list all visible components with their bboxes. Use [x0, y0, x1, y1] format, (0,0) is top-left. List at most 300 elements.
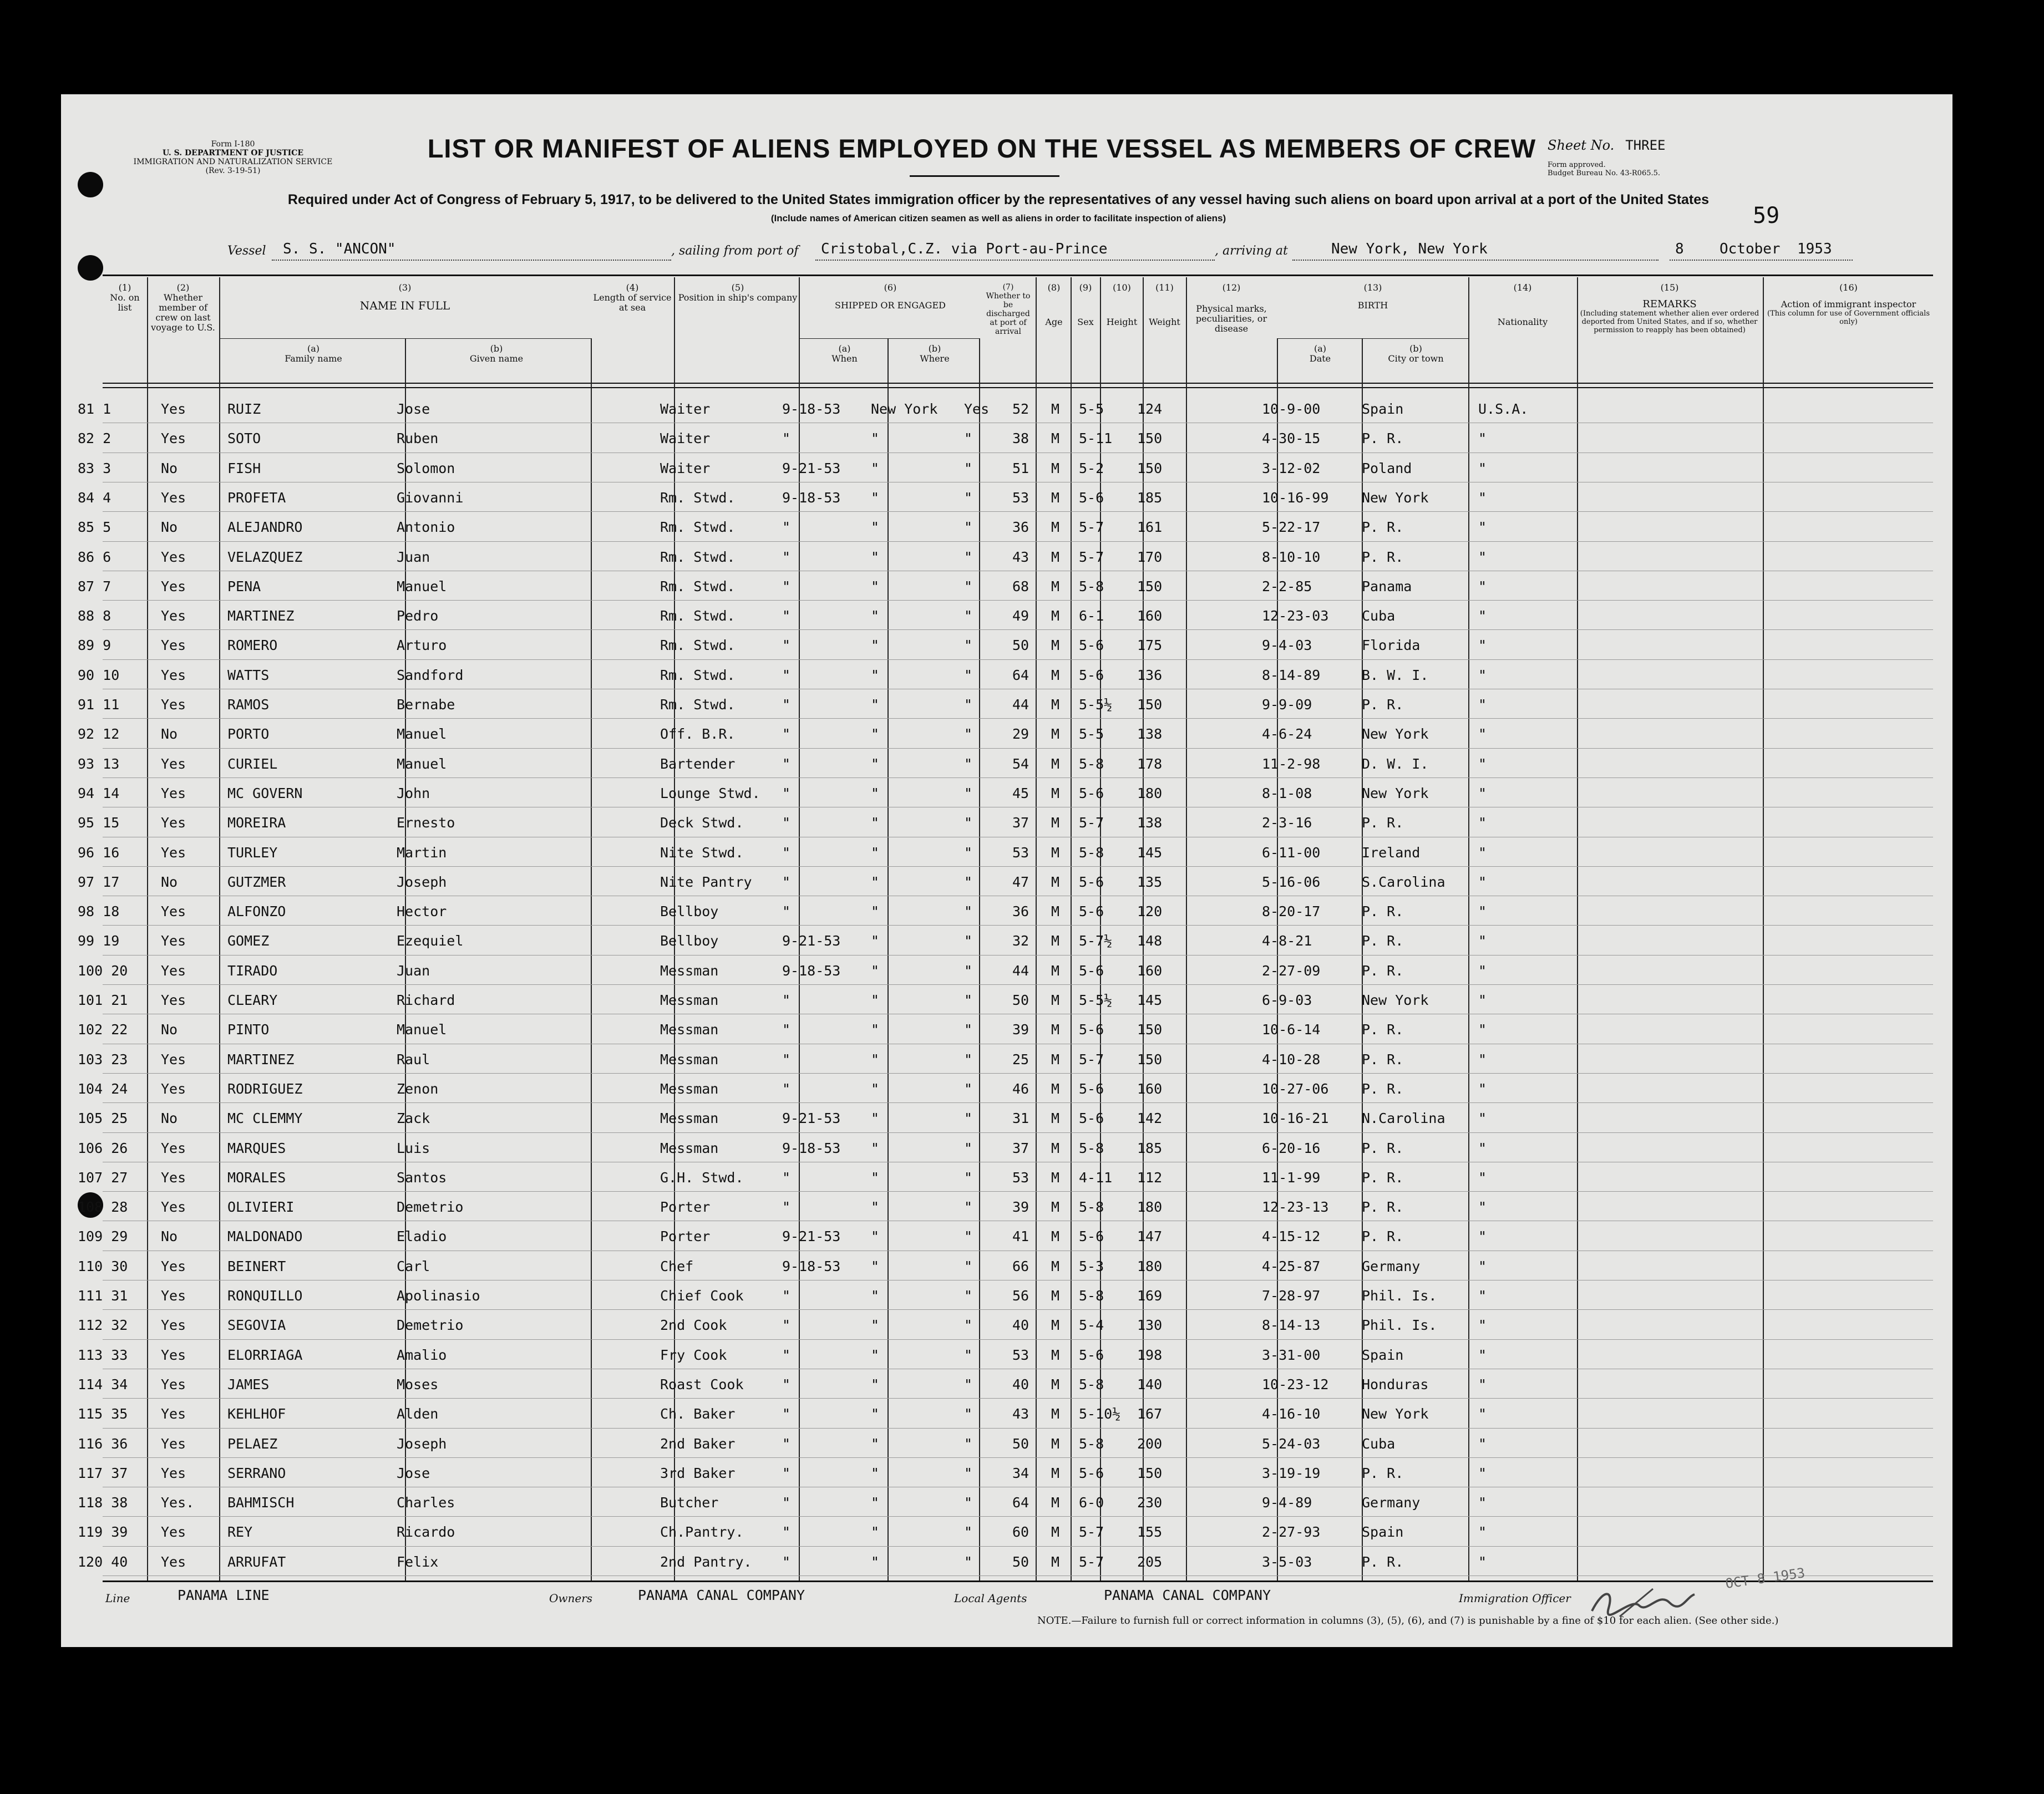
height: 5-5½	[1079, 697, 1113, 713]
position: Rm. Stwd.	[660, 637, 736, 654]
position: Ch.Pantry.	[660, 1524, 744, 1541]
row-number: 114 34	[78, 1376, 128, 1392]
shipped-where: "	[871, 903, 880, 920]
family-name: WATTS	[227, 667, 270, 683]
family-name: MC CLEMMY	[227, 1110, 303, 1127]
age: 64	[1012, 1495, 1029, 1511]
shipped-when: "	[782, 1524, 791, 1541]
birth-date: 10-16-99	[1262, 489, 1329, 506]
birth-place: New York	[1362, 992, 1429, 1008]
birth-place: P. R.	[1362, 815, 1404, 831]
birth-place: New York	[1362, 726, 1429, 743]
footer-owners-label: Owners	[549, 1592, 593, 1605]
birth-date: 11-2-98	[1262, 755, 1321, 772]
discharged: "	[964, 1317, 973, 1334]
col-6-num: (6)	[884, 282, 897, 293]
shipped-where: "	[871, 489, 880, 506]
col-16-label: Action of immigrant inspector	[1781, 299, 1916, 309]
shipped-where: "	[871, 1553, 880, 1570]
position: Bellboy	[660, 903, 719, 920]
family-name: RAMOS	[227, 697, 270, 713]
age: 43	[1012, 548, 1029, 565]
discharged: "	[964, 1465, 973, 1481]
nationality: "	[1478, 430, 1487, 447]
nationality: "	[1478, 667, 1487, 683]
col-10-label: Height	[1106, 317, 1138, 327]
col-4-num: (4)	[626, 282, 639, 293]
table-row	[61, 515, 1952, 544]
col-15-label: REMARKS	[1642, 298, 1697, 310]
birth-place: P. R.	[1362, 1199, 1404, 1216]
position: Ch. Baker	[660, 1406, 736, 1422]
shipped-where: "	[871, 992, 880, 1008]
family-name: SOTO	[227, 430, 261, 447]
birth-date: 12-23-13	[1262, 1199, 1329, 1216]
weight: 185	[1137, 1140, 1163, 1156]
family-name: MORALES	[227, 1169, 286, 1186]
shipped-when: "	[782, 1495, 791, 1511]
age: 31	[1012, 1110, 1029, 1127]
weight: 150	[1137, 1465, 1163, 1481]
discharged: "	[964, 1406, 973, 1422]
row-number: 89 9	[78, 637, 111, 654]
sex: M	[1051, 873, 1060, 890]
weight: 150	[1137, 1021, 1163, 1038]
family-name: OLIVIERI	[227, 1199, 295, 1216]
given-name: Amalio	[397, 1346, 447, 1363]
given-name: John	[397, 785, 430, 801]
birth-date: 9-4-03	[1262, 637, 1312, 654]
weight: 180	[1137, 1258, 1163, 1274]
birth-place: P. R.	[1362, 1169, 1404, 1186]
document-subnote: (Include names of American citizen seamen as well as aliens in order to facilitate inspection of aliens)	[770, 213, 1226, 223]
shipped-where: "	[871, 785, 880, 801]
form-service: IMMIGRATION AND NATURALIZATION SERVICE	[133, 157, 333, 166]
shipped-when: 9-21-53	[782, 933, 841, 949]
family-name: CLEARY	[227, 992, 278, 1008]
given-name: Joseph	[397, 873, 447, 890]
weight: 150	[1137, 1051, 1163, 1068]
birth-date: 8-14-89	[1262, 667, 1321, 683]
shipped-when: "	[782, 1051, 791, 1068]
birth-place: Germany	[1362, 1495, 1421, 1511]
discharged: "	[964, 667, 973, 683]
weight: 147	[1137, 1228, 1163, 1245]
given-name: Juan	[397, 548, 430, 565]
birth-place: New York	[1362, 1406, 1429, 1422]
age: 53	[1012, 1169, 1029, 1186]
col-6b-num: (b)	[928, 343, 941, 354]
shipped-where: "	[871, 1258, 880, 1274]
col-3-label: NAME IN FULL	[359, 299, 450, 312]
position: Lounge Stwd.	[660, 785, 760, 801]
sailing-port: Cristobal,C.Z. via Port-au-Prince	[821, 241, 1108, 257]
birth-date: 6-11-00	[1262, 844, 1321, 861]
col-13b-label: City or town	[1388, 353, 1444, 364]
shipped-when: "	[782, 1376, 791, 1392]
given-name: Carl	[397, 1258, 430, 1274]
col-9-label: Sex	[1077, 317, 1094, 327]
discharged: "	[964, 962, 973, 979]
shipped-where: "	[871, 1021, 880, 1038]
prev-voyage: Yes	[161, 1140, 186, 1156]
position: 3rd Baker	[660, 1465, 736, 1481]
prev-voyage: Yes	[161, 933, 186, 949]
birth-date: 4-6-24	[1262, 726, 1312, 743]
sex: M	[1051, 1080, 1060, 1097]
sex: M	[1051, 519, 1060, 536]
table-row	[61, 1401, 1952, 1431]
table-row	[61, 1165, 1952, 1195]
position: 2nd Baker	[660, 1435, 736, 1452]
weight: 148	[1137, 933, 1163, 949]
height: 5-5	[1079, 401, 1104, 417]
shipped-when: "	[782, 844, 791, 861]
age: 32	[1012, 933, 1029, 949]
vessel-info	[227, 241, 1891, 266]
row-number: 101 21	[78, 992, 128, 1008]
age: 51	[1012, 460, 1029, 476]
nationality: "	[1478, 608, 1487, 624]
prev-voyage: Yes	[161, 815, 186, 831]
age: 56	[1012, 1288, 1029, 1304]
col-6a-label: When	[831, 353, 858, 364]
given-name: Arturo	[397, 637, 447, 654]
nationality: "	[1478, 1169, 1487, 1186]
family-name: RUIZ	[227, 401, 261, 417]
height: 5-6	[1079, 667, 1104, 683]
height: 5-7	[1079, 1524, 1104, 1541]
family-name: PINTO	[227, 1021, 270, 1038]
row-number: 90 10	[78, 667, 120, 683]
given-name: Eladio	[397, 1228, 447, 1245]
shipped-where: "	[871, 608, 880, 624]
sailing-label: , sailing from port of	[671, 244, 799, 258]
age: 36	[1012, 519, 1029, 536]
form-revision: (Rev. 3-19-51)	[205, 166, 261, 175]
col-6b-label: Where	[920, 353, 950, 364]
birth-place: Phil. Is.	[1362, 1317, 1437, 1334]
subheader-rule	[799, 338, 979, 339]
nationality: "	[1478, 755, 1487, 772]
position: Porter	[660, 1199, 711, 1216]
vessel-underline	[272, 260, 671, 261]
page-number: 59	[1753, 203, 1780, 228]
family-name: BAHMISCH	[227, 1495, 295, 1511]
table-row	[61, 663, 1952, 692]
prev-voyage: No	[161, 1021, 178, 1038]
shipped-when: "	[782, 992, 791, 1008]
discharged: "	[964, 608, 973, 624]
height: 5-6	[1079, 1465, 1104, 1481]
discharged: "	[964, 933, 973, 949]
arrival-day: 8	[1675, 241, 1684, 257]
nationality: "	[1478, 460, 1487, 476]
birth-place: P. R.	[1362, 962, 1404, 979]
shipped-when: "	[782, 637, 791, 654]
birth-date: 10-23-12	[1262, 1376, 1329, 1392]
birth-place: Florida	[1362, 637, 1421, 654]
shipped-when: "	[782, 519, 791, 536]
col-9-num: (9)	[1079, 282, 1092, 293]
weight: 155	[1137, 1524, 1163, 1541]
table-row	[61, 1313, 1952, 1342]
height: 5-6	[1079, 1228, 1104, 1245]
birth-place: P. R.	[1362, 1021, 1404, 1038]
shipped-when: "	[782, 697, 791, 713]
discharged: "	[964, 1376, 973, 1392]
table-row	[61, 1136, 1952, 1165]
shipped-when: "	[782, 1465, 791, 1481]
row-number: 115 35	[78, 1406, 128, 1422]
birth-date: 2-27-09	[1262, 962, 1321, 979]
age: 36	[1012, 903, 1029, 920]
table-row	[61, 1519, 1952, 1549]
family-name: PROFETA	[227, 489, 286, 506]
position: Off. B.R.	[660, 726, 736, 743]
weight: 138	[1137, 815, 1163, 831]
position: Butcher	[660, 1495, 719, 1511]
sex: M	[1051, 1140, 1060, 1156]
given-name: Raul	[397, 1051, 430, 1068]
birth-date: 4-15-12	[1262, 1228, 1321, 1245]
birth-place: Germany	[1362, 1258, 1421, 1274]
col-11-num: (11)	[1155, 282, 1174, 293]
col-6a-num: (a)	[838, 343, 851, 354]
weight: 230	[1137, 1495, 1163, 1511]
prev-voyage: Yes	[161, 1435, 186, 1452]
height: 5-8	[1079, 755, 1104, 772]
prev-voyage: No	[161, 519, 178, 536]
family-name: ELORRIAGA	[227, 1346, 303, 1363]
birth-place: Ireland	[1362, 844, 1421, 861]
row-number: 120 40	[78, 1553, 128, 1570]
family-name: MOREIRA	[227, 815, 286, 831]
discharged: Yes	[964, 401, 990, 417]
given-name: Zack	[397, 1110, 430, 1127]
row-number: 85 5	[78, 519, 111, 536]
height: 5-6	[1079, 873, 1104, 890]
col-1-label: No. on list	[110, 292, 140, 313]
prev-voyage: Yes	[161, 489, 186, 506]
height: 5-6	[1079, 903, 1104, 920]
shipped-when: "	[782, 815, 791, 831]
given-name: Ernesto	[397, 815, 455, 831]
height: 5-7	[1079, 1553, 1104, 1570]
family-name: MARTINEZ	[227, 1051, 295, 1068]
given-name: Manuel	[397, 1021, 447, 1038]
sex: M	[1051, 578, 1060, 594]
birth-date: 3-31-00	[1262, 1346, 1321, 1363]
weight: 120	[1137, 903, 1163, 920]
birth-date: 2-27-93	[1262, 1524, 1321, 1541]
shipped-when: 9-21-53	[782, 460, 841, 476]
birth-date: 4-10-28	[1262, 1051, 1321, 1068]
birth-date: 3-19-19	[1262, 1465, 1321, 1481]
table-row	[61, 870, 1952, 899]
family-name: TURLEY	[227, 844, 278, 861]
birth-place: Cuba	[1362, 1435, 1396, 1452]
shipped-when: "	[782, 1553, 791, 1570]
sheet-label: Sheet No.	[1548, 138, 1615, 153]
birth-place: Honduras	[1362, 1376, 1429, 1392]
table-row	[61, 1461, 1952, 1490]
sailing-underline	[815, 260, 1215, 261]
row-number: 81 1	[78, 401, 111, 417]
family-name: ALEJANDRO	[227, 519, 303, 536]
table-row	[61, 751, 1952, 781]
age: 25	[1012, 1051, 1029, 1068]
given-name: Felix	[397, 1553, 439, 1570]
given-name: Martin	[397, 844, 447, 861]
position: Waiter	[660, 401, 711, 417]
prev-voyage: Yes	[161, 1524, 186, 1541]
shipped-where: "	[871, 962, 880, 979]
height: 5-8	[1079, 1140, 1104, 1156]
position: Messman	[660, 1080, 719, 1097]
discharged: "	[964, 815, 973, 831]
age: 49	[1012, 608, 1029, 624]
shipped-when: "	[782, 1080, 791, 1097]
row-number: 119 39	[78, 1524, 128, 1541]
sex: M	[1051, 489, 1060, 506]
row-number: 100 20	[78, 962, 128, 979]
age: 40	[1012, 1317, 1029, 1334]
col-12-label: Physical marks, peculiarities, or disease	[1195, 303, 1267, 334]
form-department: U. S. DEPARTMENT OF JUSTICE	[162, 149, 303, 157]
birth-date: 7-28-97	[1262, 1288, 1321, 1304]
prev-voyage: Yes	[161, 697, 186, 713]
position: Messman	[660, 1051, 719, 1068]
header-bottom-rule-2	[103, 387, 1933, 388]
col-7-label: Whether to be discharged at port of arrival	[986, 292, 1031, 336]
height: 5-8	[1079, 844, 1104, 861]
shipped-where: "	[871, 1288, 880, 1304]
shipped-when: "	[782, 430, 791, 447]
prev-voyage: Yes	[161, 844, 186, 861]
arriving-underline	[1292, 260, 1658, 261]
weight: 130	[1137, 1317, 1163, 1334]
sex: M	[1051, 1406, 1060, 1422]
row-number: 99 19	[78, 933, 120, 949]
age: 68	[1012, 578, 1029, 594]
birth-place: New York	[1362, 785, 1429, 801]
prev-voyage: No	[161, 726, 178, 743]
discharged: "	[964, 1051, 973, 1068]
family-name: KEHLHOF	[227, 1406, 286, 1422]
weight: 161	[1137, 519, 1163, 536]
age: 50	[1012, 637, 1029, 654]
discharged: "	[964, 992, 973, 1008]
shipped-when: "	[782, 755, 791, 772]
prev-voyage: Yes	[161, 1199, 186, 1216]
birth-date: 4-30-15	[1262, 430, 1321, 447]
shipped-where: "	[871, 1524, 880, 1541]
family-name: BEINERT	[227, 1258, 286, 1274]
row-number: 83 3	[78, 460, 111, 476]
nationality: "	[1478, 726, 1487, 743]
shipped-where: "	[871, 667, 880, 683]
birth-date: 4-16-10	[1262, 1406, 1321, 1422]
subheader-rule	[219, 338, 591, 339]
subheader-rule	[1277, 338, 1468, 339]
birth-place: B. W. I.	[1362, 667, 1429, 683]
table-row	[61, 1076, 1952, 1106]
height: 5-7	[1079, 815, 1104, 831]
row-number: 103 23	[78, 1051, 128, 1068]
col-1-num: (1)	[118, 282, 131, 293]
age: 53	[1012, 844, 1029, 861]
discharged: "	[964, 1169, 973, 1186]
document-title: LIST OR MANIFEST OF ALIENS EMPLOYED ON THE VESSEL AS MEMBERS OF CREW	[427, 134, 1536, 163]
given-name: Manuel	[397, 726, 447, 743]
position: Messman	[660, 962, 719, 979]
birth-place: Poland	[1362, 460, 1412, 476]
row-number: 96 16	[78, 844, 120, 861]
discharged: "	[964, 519, 973, 536]
nationality: "	[1478, 962, 1487, 979]
table-row	[61, 456, 1952, 485]
height: 5-8	[1079, 1288, 1104, 1304]
shipped-when: "	[782, 903, 791, 920]
birth-date: 3-12-02	[1262, 460, 1321, 476]
table-row	[61, 692, 1952, 721]
position: Deck Stwd.	[660, 815, 744, 831]
shipped-when: "	[782, 785, 791, 801]
weight: 135	[1137, 873, 1163, 890]
discharged: "	[964, 489, 973, 506]
budget-approval	[1548, 161, 1660, 177]
weight: 124	[1137, 401, 1163, 417]
sex: M	[1051, 697, 1060, 713]
row-number: 86 6	[78, 548, 111, 565]
birth-date: 2-3-16	[1262, 815, 1312, 831]
row-number: 82 2	[78, 430, 111, 447]
weight: 150	[1137, 697, 1163, 713]
birth-place: Spain	[1362, 401, 1404, 417]
weight: 150	[1137, 430, 1163, 447]
birth-date: 5-24-03	[1262, 1435, 1321, 1452]
col-16-sub: (This column for use of Government officials only)	[1767, 309, 1930, 326]
given-name: Moses	[397, 1376, 439, 1392]
birth-place: P. R.	[1362, 903, 1404, 920]
shipped-when: "	[782, 726, 791, 743]
date-underline	[1670, 260, 1853, 261]
given-name: Manuel	[397, 578, 447, 594]
col-2-label: Whether member of crew on last voyage to U.S.	[151, 292, 215, 333]
shipped-where: "	[871, 1228, 880, 1245]
shipped-where: "	[871, 578, 880, 594]
position: Chef	[660, 1258, 694, 1274]
position: 2nd Pantry.	[660, 1553, 752, 1570]
age: 39	[1012, 1021, 1029, 1038]
sex: M	[1051, 637, 1060, 654]
discharged: "	[964, 1288, 973, 1304]
sex: M	[1051, 815, 1060, 831]
position: Chief Cook	[660, 1288, 744, 1304]
discharged: "	[964, 548, 973, 565]
height: 5-6	[1079, 1346, 1104, 1363]
sex: M	[1051, 1228, 1060, 1245]
position: Rm. Stwd.	[660, 608, 736, 624]
age: 44	[1012, 697, 1029, 713]
table-row	[61, 397, 1952, 426]
nationality: "	[1478, 873, 1487, 890]
col-15-num: (15)	[1660, 282, 1679, 293]
prev-voyage: Yes	[161, 785, 186, 801]
height: 5-8	[1079, 578, 1104, 594]
birth-place: P. R.	[1362, 933, 1404, 949]
